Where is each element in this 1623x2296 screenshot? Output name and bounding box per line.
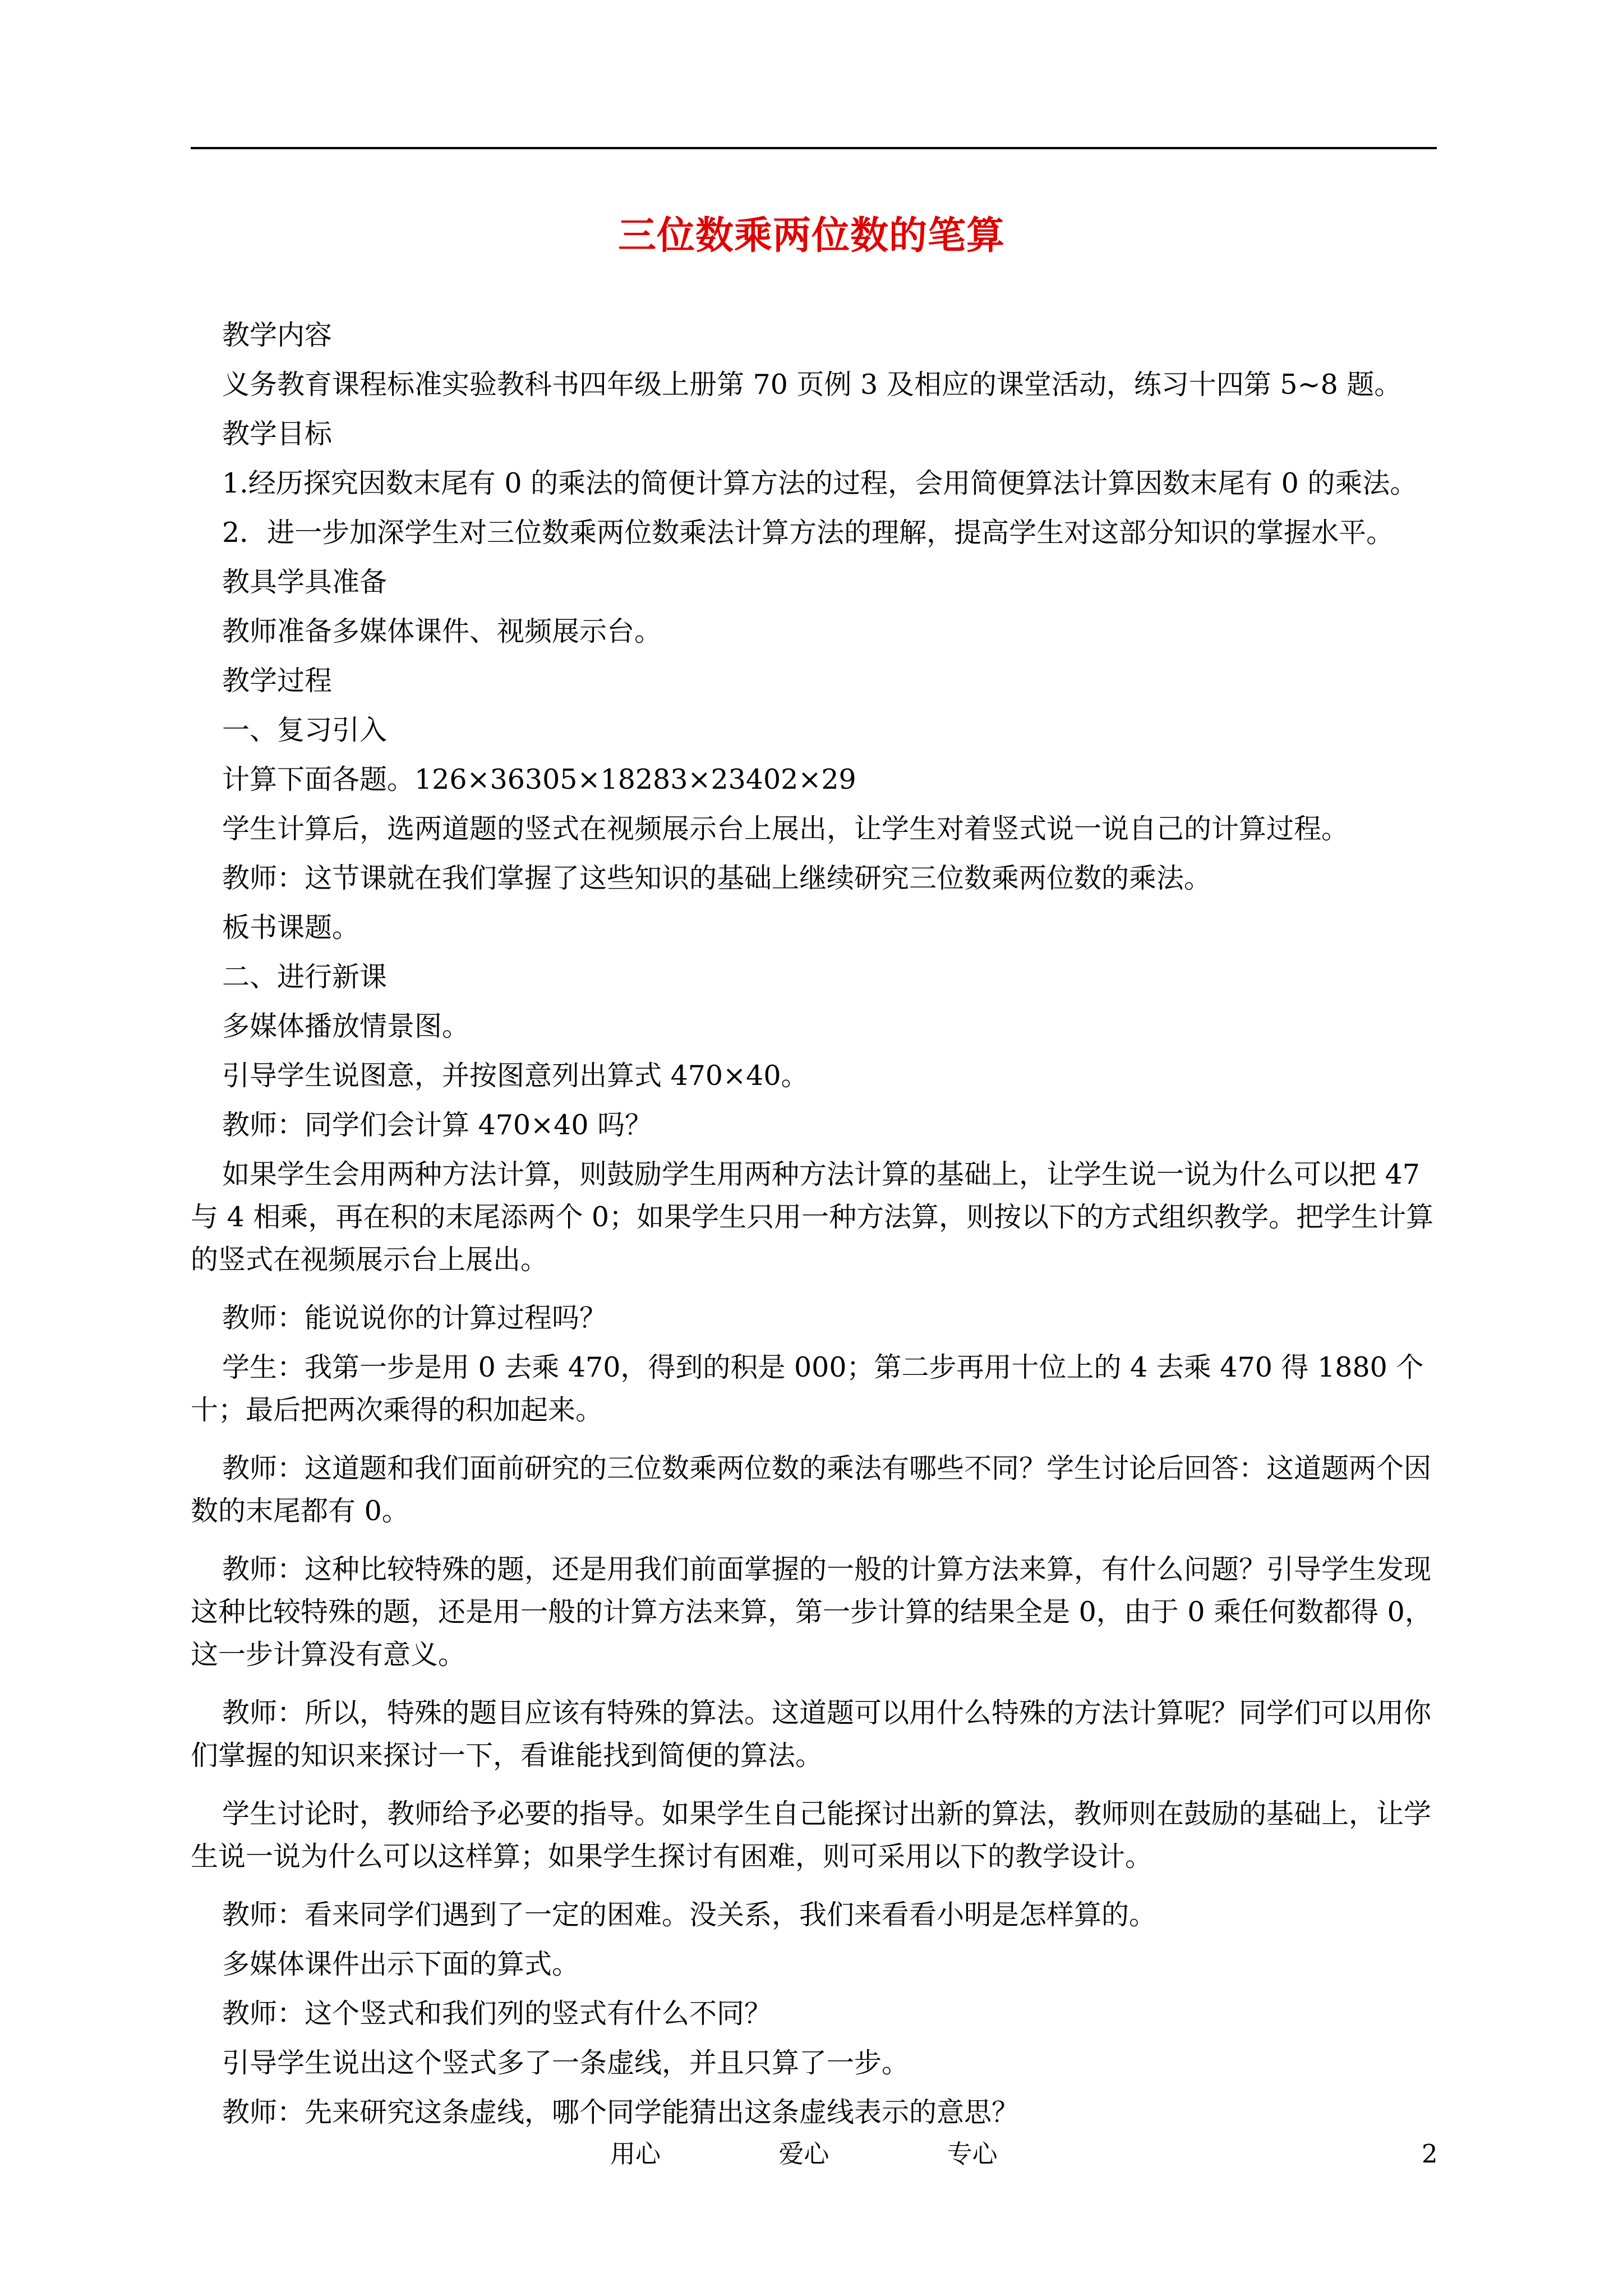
footer-motto-word: 专心 (947, 2139, 998, 2169)
paragraph: 教师准备多媒体课件、视频展示台。 (222, 615, 662, 647)
section-heading-goals: 教学目标 (222, 418, 333, 450)
paragraph: 教师：所以，特殊的题目应该有特殊的算法。这道题可以用什么特殊的方法计算呢？同学们可以用你们掌握的知识来探讨一下，看谁能找到简便的算法。 (191, 1697, 1432, 1772)
paragraph: 2．进一步加深学生对三位数乘两位数乘法计算方法的理解，提高学生对这部分知识的掌握水平。 (222, 517, 1394, 549)
paragraph: 板书课题。 (222, 912, 360, 944)
page-title: 三位数乘两位数的笔算 (617, 213, 1005, 258)
paragraph: 学生计算后，选两道题的竖式在视频展示台上展出，让学生对着竖式说一说自己的计算过程。 (222, 813, 1349, 845)
document-body (191, 314, 1437, 2141)
subsection-heading-new-lesson: 二、进行新课 (222, 961, 388, 993)
paragraph: 义务教育课程标准实验教科书四年级上册第 70 页例 3 及相应的课堂活动，练习十四第 5~8 题。 (222, 369, 1402, 401)
paragraph: 教师：这种比较特殊的题，还是用我们前面掌握的一般的计算方法来算，有什么问题？引导学生发现这种比较特殊的题，还是用一般的计算方法来算，第一步计算的结果全是 0，由于 0 乘任何数都得 0，这一步计算没有意义。 (191, 1553, 1432, 1671)
paragraph: 教师：能说说你的计算过程吗？ (222, 1302, 607, 1334)
paragraph: 引导学生说出这个竖式多了一条虚线，并且只算了一步。 (222, 2047, 910, 2079)
section-heading-materials: 教具学具准备 (222, 566, 388, 598)
page-number: 2 (1422, 2139, 1438, 2169)
page-footer (0, 2132, 1623, 2177)
paragraph: 教师：这道题和我们面前研究的三位数乘两位数的乘法有哪些不同？学生讨论后回答：这道题两个因数的末尾都有 0。 (191, 1452, 1432, 1527)
paragraph: 计算下面各题。126×36305×18283×23402×29 (222, 763, 856, 795)
paragraph: 教师：同学们会计算 470×40 吗？ (222, 1109, 653, 1141)
footer-motto-word: 用心 (610, 2139, 661, 2169)
footer-motto (610, 2132, 998, 2177)
paragraph: 教师：这个竖式和我们列的竖式有什么不同？ (222, 1998, 772, 2030)
paragraph: 教师：先来研究这条虚线，哪个同学能猜出这条虚线表示的意思？ (222, 2096, 1020, 2128)
subsection-heading-review: 一、复习引入 (222, 714, 388, 746)
paragraph: 教师：这节课就在我们掌握了这些知识的基础上继续研究三位数乘两位数的乘法。 (222, 862, 1212, 894)
paragraph: 学生：我第一步是用 0 去乘 470，得到的积是 000；第二步再用十位上的 4 去乘 470 得 1880 个十；最后把两次乘得的积加起来。 (191, 1351, 1424, 1426)
paragraph: 多媒体播放情景图。 (222, 1010, 470, 1042)
section-heading-process: 教学过程 (222, 665, 333, 697)
paragraph: 学生讨论时，教师给予必要的指导。如果学生自己能探讨出新的算法，教师则在鼓励的基础上，让学生说一说为什么可以这样算；如果学生探讨有困难，则可采用以下的教学设计。 (191, 1798, 1432, 1872)
paragraph: 引导学生说图意，并按图意列出算式 470×40。 (222, 1060, 809, 1092)
footer-motto-word: 爱心 (778, 2139, 829, 2169)
header-rule (191, 147, 1437, 149)
paragraph: 如果学生会用两种方法计算，则鼓励学生用两种方法计算的基础上，让学生说一说为什么可以把 47 与 4 相乘，再在积的末尾添两个 0；如果学生只用一种方法算，则按以下的方式组织教学。把学生计算的竖式在视频展示台上展出。 (191, 1158, 1434, 1276)
paragraph: 1.经历探究因数末尾有 0 的乘法的简便计算方法的过程，会用简便算法计算因数末尾有 0 的乘法。 (222, 467, 1418, 499)
paragraph: 教师：看来同学们遇到了一定的困难。没关系，我们来看看小明是怎样算的。 (222, 1899, 1157, 1931)
paragraph: 多媒体课件出示下面的算式。 (222, 1948, 580, 1980)
section-heading-content: 教学内容 (222, 319, 333, 351)
